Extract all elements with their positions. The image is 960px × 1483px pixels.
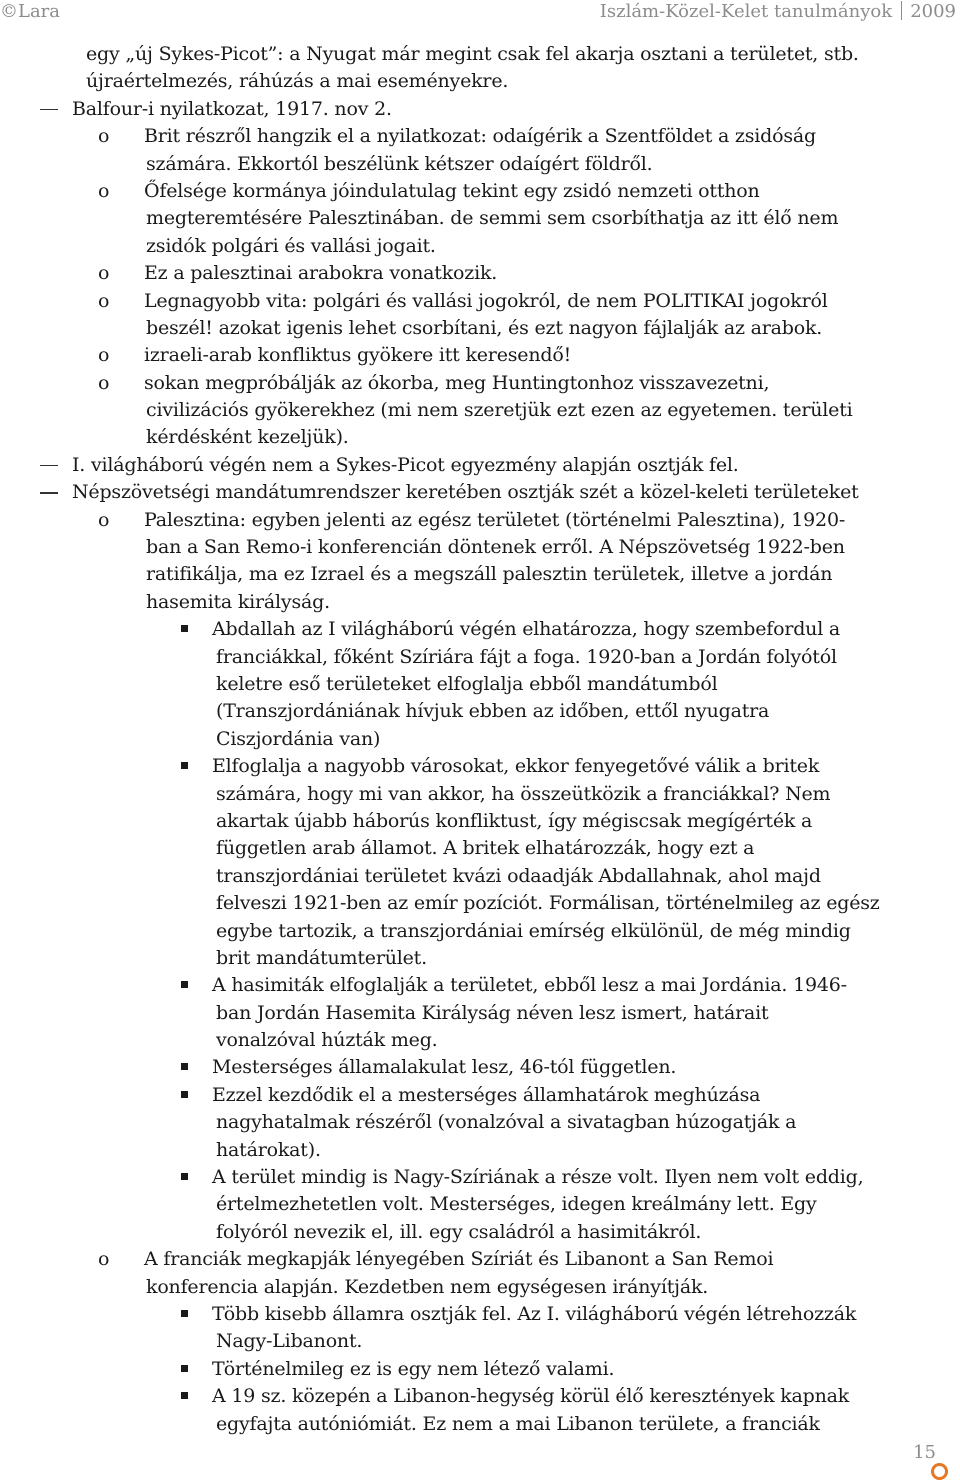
text-line: folyóról nevezik el, ill. egy családról a hasimitákról. [216, 1220, 702, 1243]
text-line: konferencia alapján. Kezdetben nem egységesen irányítják. [146, 1275, 709, 1298]
header-year: 2009 [910, 1, 956, 22]
header-title: Iszlám-Közel-Kelet tanulmányok [599, 1, 893, 22]
text-line: civilizációs gyökerekhez (mi nem szeretjük ezt ezen az egyetemen. területi [146, 399, 853, 422]
text-line: megteremtésére Palesztinában. de semmi sem csorbíthatja az itt élő nem [146, 207, 839, 230]
text-line: ban Jordán Hasemita Királyság néven lesz ismert, határait [216, 1001, 769, 1024]
text-line: független arab államot. A britek elhatározzák, hogy ezt a [216, 837, 755, 860]
square-list-item: A 19 sz. közepén a Libanon-hegység körül élő keresztények kapnak [0, 1383, 960, 1410]
square-list-item: Történelmileg ez is egy nem létező valami. [0, 1356, 960, 1383]
text-line: ban a San Remo-i konferencián döntenek erről. A Népszövetség 1922-ben [146, 536, 845, 559]
circle-list-item: o Őfelsége kormánya jóindulatulag tekint egy zsidó nemzeti otthon [0, 178, 960, 205]
square-list-item: Ezzel kezdődik el a mesterséges államhatárok meghúzása [0, 1082, 960, 1109]
header-separator [901, 1, 902, 20]
text-line: franciákkal, főként Szíriára fájt a foga. 1920-ban a Jordán folyótól [216, 645, 837, 668]
circle-list-item: o Palesztina: egyben jelenti az egész területet (történelmi Palesztina), 1920- [0, 507, 960, 534]
square-bullet-icon [181, 1173, 188, 1180]
text-line: (Transzjordániának hívjuk ebben az időben, ettől nyugatra [216, 700, 770, 723]
square-bullet-icon [181, 762, 188, 769]
text-line: egy „új Sykes-Picot”: a Nyugat már megint csak fel akarja osztani a területet, stb. [86, 43, 859, 65]
circle-bullet-icon: o [98, 179, 110, 202]
square-bullet-icon [181, 1365, 188, 1372]
dash-list-item: Balfour-i nyilatkozat, 1917. nov 2. [0, 96, 960, 123]
corner-circle-icon [931, 1463, 948, 1480]
text-line: Nagy-Libanont. [216, 1330, 363, 1353]
dash-list-item: Népszövetségi mandátumrendszer keretében osztják szét a közel-keleti területeket [0, 479, 960, 506]
square-list-item: Több kisebb államra osztják fel. Az I. világháború végén létrehozzák [0, 1301, 960, 1328]
text-line: vonalzóval húzták meg. [216, 1029, 438, 1052]
text-line: egybe tartozik, a transzjordániai emírség elkülönül, de még mindig [216, 919, 851, 942]
text-line: transzjordániai területet kvázi odaadják Abdallahnak, ahol majd [216, 864, 821, 887]
text-line: keletre eső területeket elfoglalja ebből mandátumból [216, 672, 718, 695]
square-list-item: Mesterséges államalakulat lesz, 46-tól független. [0, 1054, 960, 1081]
text-line: Ciszjordánia van) [216, 727, 381, 750]
text-line: számára, hogy mi van akkor, ha összeütközik a franciákkal? Nem [216, 782, 831, 805]
text-line: határokat). [216, 1138, 321, 1161]
copyright-label: ©Lara [0, 1, 61, 22]
dash-list-item: I. világháború végén nem a Sykes-Picot egyezmény alapján osztják fel. [0, 452, 960, 479]
square-list-item: A terület mindig is Nagy-Szíriának a része volt. Ilyen nem volt eddig, [0, 1164, 960, 1191]
text-line: hasemita királyság. [146, 590, 330, 613]
text-line: beszél! azokat igenis lehet csorbítani, és ezt nagyon fájlalják az arabok. [146, 316, 823, 339]
dash-bullet-icon [40, 492, 58, 494]
circle-list-item: o izraeli-arab konfliktus gyökere itt keresendő! [0, 342, 960, 369]
dash-bullet-icon [40, 109, 58, 111]
text-line: értelmezhetetlen volt. Mesterséges, idegen kreálmány lett. Egy [216, 1193, 817, 1216]
circle-list-item: o Legnagyobb vita: polgári és vallási jogokról, de nem POLITIKAI jogokról [0, 288, 960, 315]
square-list-item: Elfoglalja a nagyobb városokat, ekkor fenyegetővé válik a britek [0, 753, 960, 780]
document-body [0, 41, 960, 1438]
text-line: zsidók polgári és vallási jogait. [146, 234, 436, 257]
text-line: brit mandátumterület. [216, 946, 427, 969]
circle-list-item: o sokan megpróbálják az ókorba, meg Huntingtonhoz visszavezetni, [0, 370, 960, 397]
circle-bullet-icon: o [98, 508, 110, 531]
square-list-item: A hasimiták elfoglalják a területet, ebből lesz a mai Jordánia. 1946- [0, 972, 960, 999]
text-line: egyfajta autóniómiát. Ez nem a mai Libanon területe, a franciák [216, 1412, 820, 1435]
circle-bullet-icon: o [98, 125, 110, 148]
circle-bullet-icon: o [98, 344, 110, 367]
text-line: újraértelmezés, ráhúzás a mai eseményekre. [86, 70, 509, 93]
square-bullet-icon [181, 1392, 188, 1399]
text-line: felveszi 1921-ben az emír pozíciót. Formálisan, történelmileg az egész [216, 892, 880, 915]
circle-bullet-icon: o [98, 371, 110, 394]
square-bullet-icon [181, 625, 188, 632]
text-line: számára. Ekkortól beszélünk kétszer odaígért földről. [146, 152, 653, 175]
square-list-item: Abdallah az I világháború végén elhatározza, hogy szembefordul a [0, 616, 960, 643]
square-bullet-icon [181, 981, 188, 988]
circle-list-item: o Ez a palesztinai arabokra vonatkozik. [0, 260, 960, 287]
text-line: kérdésként kezeljük). [146, 426, 349, 449]
square-bullet-icon [181, 1310, 188, 1317]
circle-bullet-icon: o [98, 289, 110, 312]
text-line: akartak újabb háborús konfliktust, így mégiscsak megígérték a [216, 809, 813, 832]
circle-bullet-icon: o [98, 1248, 110, 1271]
header-title-block [600, 1, 956, 22]
circle-list-item: o A franciák megkapják lényegében Szíriát és Libanont a San Remoi [0, 1246, 960, 1273]
page-number: 15 [913, 1442, 936, 1463]
page-header [0, 0, 960, 26]
text-line: nagyhatalmak részéről (vonalzóval a sivatagban húzogatják a [216, 1111, 797, 1134]
square-bullet-icon [181, 1063, 188, 1070]
circle-list-item: o Brit részről hangzik el a nyilatkozat: odaígérik a Szentföldet a zsidóság [0, 123, 960, 150]
text-line: ratifikálja, ma ez Izrael és a megszáll palesztin területek, illetve a jordán [146, 563, 833, 586]
circle-bullet-icon: o [98, 262, 110, 285]
square-bullet-icon [181, 1091, 188, 1098]
dash-bullet-icon [40, 465, 58, 467]
